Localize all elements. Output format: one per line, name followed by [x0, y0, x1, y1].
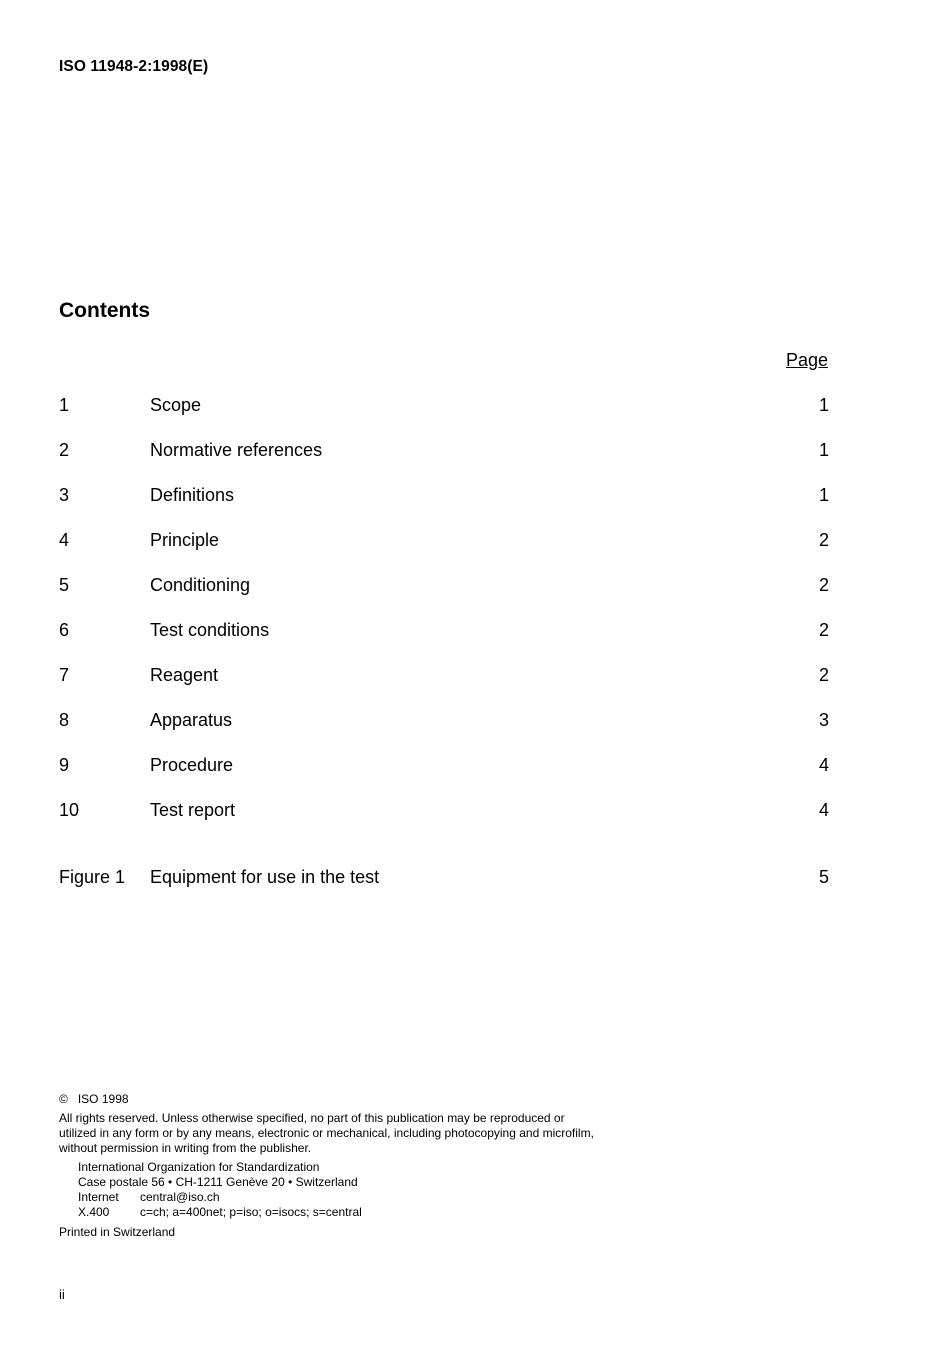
toc-entry-title: Definitions	[150, 485, 235, 505]
toc-entry-normative-references[interactable]	[59, 440, 829, 464]
toc-figure-title: Equipment for use in the test	[150, 867, 380, 887]
toc-entry-page: 2	[818, 575, 829, 595]
org-name: International Organization for Standardization	[78, 1160, 320, 1174]
copyright-line	[59, 1092, 619, 1107]
toc-entry-title: Principle	[150, 530, 220, 550]
toc-entry-principle[interactable]	[59, 530, 829, 554]
toc-entry-number: 7	[59, 665, 70, 685]
toc-entry-number: 2	[59, 440, 70, 460]
toc-entry-page: 3	[818, 710, 829, 730]
internet-contact	[78, 1190, 619, 1205]
toc-entry-page: 1	[818, 395, 829, 415]
copyright-symbol: ©	[59, 1092, 68, 1106]
toc-entry-test-report[interactable]	[59, 800, 829, 824]
rights-statement: All rights reserved. Unless otherwise specified, no part of this publication may be reproduced or utilized in any form or by any means, electronic or mechanical, including photocopying and microfilm, without permission in writing from the publisher.	[59, 1111, 594, 1155]
toc-entry-title: Reagent	[150, 665, 219, 685]
page-number: ii	[59, 1287, 65, 1302]
page-column-heading: Page	[785, 350, 828, 370]
toc-entry-number: 5	[59, 575, 70, 595]
toc-entry-number: 6	[59, 620, 70, 640]
toc-entry-title: Conditioning	[150, 575, 251, 595]
toc-entry-scope[interactable]	[59, 395, 829, 419]
toc-entry-title: Procedure	[150, 755, 234, 775]
toc-entry-number: 3	[59, 485, 70, 505]
toc-entry-title: Test conditions	[150, 620, 270, 640]
x400-label: X.400	[78, 1205, 110, 1219]
toc-entry-page: 1	[818, 440, 829, 460]
toc-entry-title: Normative references	[150, 440, 323, 460]
toc-figure-number: Figure 1	[59, 867, 126, 887]
toc-entry-number: 1	[59, 395, 70, 415]
toc-figure-page: 5	[818, 867, 829, 887]
toc-entry-page: 2	[818, 530, 829, 550]
toc-entry-conditioning[interactable]	[59, 575, 829, 599]
iso-contact-block	[78, 1160, 619, 1220]
toc-entry-number: 8	[59, 710, 70, 730]
internet-label: Internet	[78, 1190, 119, 1204]
x400-contact	[78, 1205, 619, 1220]
x400-value: c=ch; a=400net; p=iso; o=isocs; s=central	[140, 1205, 362, 1219]
toc-entry-procedure[interactable]	[59, 755, 829, 779]
copyright-year: ISO 1998	[77, 1092, 129, 1106]
toc-entry-number: 4	[59, 530, 70, 550]
document-standard-id: ISO 11948-2:1998(E)	[59, 58, 209, 75]
contents-heading: Contents	[59, 299, 150, 322]
toc-entry-apparatus[interactable]	[59, 710, 829, 734]
toc-entry-title: Scope	[150, 395, 202, 415]
toc-entry-page: 4	[818, 800, 829, 820]
copyright-notice	[59, 1092, 619, 1240]
toc-entry-page: 2	[818, 620, 829, 640]
toc-entry-title: Test report	[150, 800, 236, 820]
toc-entry-number: 9	[59, 755, 70, 775]
toc-entry-page: 2	[818, 665, 829, 685]
org-address: Case postale 56 • CH-1211 Genève 20 • Switzerland	[78, 1175, 358, 1189]
toc-entry-title: Apparatus	[150, 710, 233, 730]
toc-entry-number: 10	[59, 800, 80, 820]
toc-entry-definitions[interactable]	[59, 485, 829, 509]
printed-in: Printed in Switzerland	[59, 1225, 176, 1239]
toc-entry-reagent[interactable]	[59, 665, 829, 689]
toc-entry-page: 4	[818, 755, 829, 775]
internet-value[interactable]: central@iso.ch	[140, 1190, 220, 1204]
toc-entry-figure-1[interactable]	[59, 867, 829, 891]
toc-entry-page: 1	[818, 485, 829, 505]
toc-entry-test-conditions[interactable]	[59, 620, 829, 644]
